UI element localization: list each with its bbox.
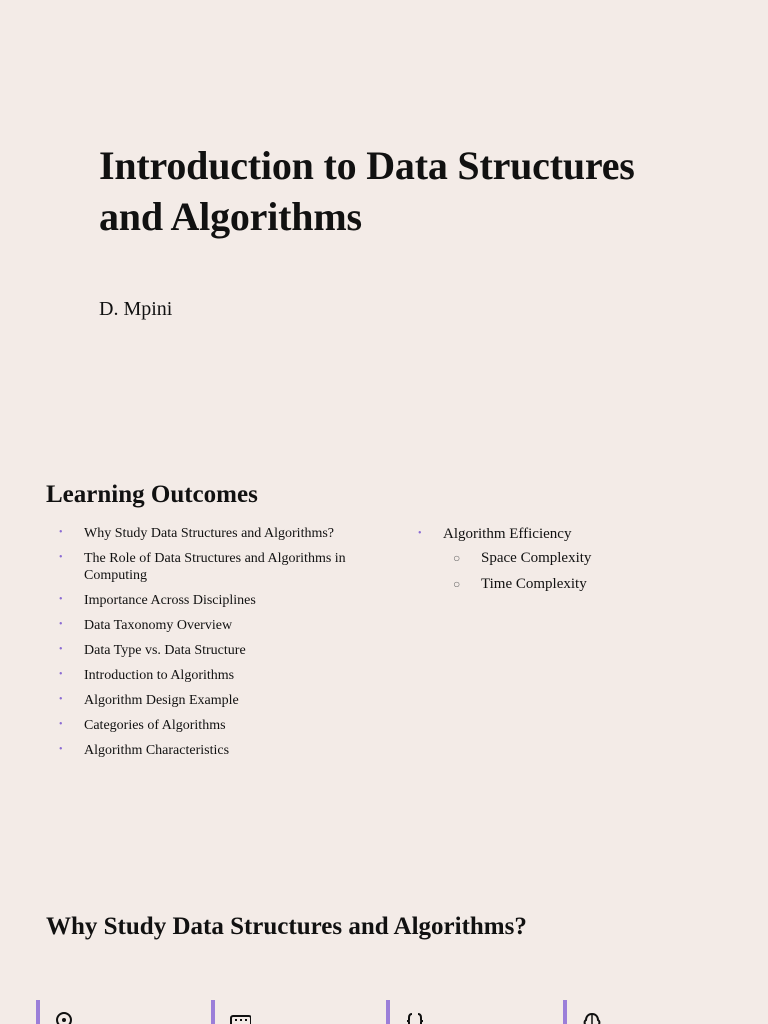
list-item-text: Categories of Algorithms <box>84 718 226 733</box>
list-item-text: The Role of Data Structures and Algorithms in Computing <box>84 551 346 583</box>
list-item <box>59 667 359 684</box>
bullet-icon: • <box>59 694 63 705</box>
list-item <box>59 742 359 759</box>
list-item-text: Data Taxonomy Overview <box>84 618 233 633</box>
list-item-text: Algorithm Efficiency <box>443 526 572 542</box>
why-study-heading: Why Study Data Structures and Algorithms? <box>46 913 527 940</box>
bullet-icon: • <box>59 594 63 605</box>
sub-list-item-text: Time Complexity <box>481 576 587 592</box>
list-item <box>59 525 359 542</box>
slide-title: Introduction to Data Structures and Algorithms <box>99 143 635 239</box>
braces-icon <box>404 1010 426 1024</box>
list-item <box>59 550 359 584</box>
list-item-text: Data Type vs. Data Structure <box>84 643 246 658</box>
title-slide <box>99 140 659 321</box>
search-icon <box>54 1010 76 1024</box>
bullet-icon: • <box>59 644 63 655</box>
list-item-text: Why Study Data Structures and Algorithms? <box>84 526 335 541</box>
list-item-text: Algorithm Design Example <box>84 693 239 708</box>
learning-outcomes-left-list <box>59 525 359 767</box>
sub-list-item-text: Space Complexity <box>481 550 592 566</box>
learning-outcomes-right-list <box>418 526 718 602</box>
bullet-icon: • <box>59 552 63 563</box>
bullet-icon: • <box>418 528 422 539</box>
bullet-icon: • <box>59 744 63 755</box>
card-braces <box>386 1000 540 1024</box>
list-item <box>59 692 359 709</box>
circle-bullet-icon: ○ <box>453 551 461 565</box>
sub-list-item <box>443 576 718 593</box>
brain-icon <box>581 1010 603 1024</box>
why-study-cards <box>36 1000 736 1024</box>
bullet-icon: • <box>59 669 63 680</box>
learning-outcomes-heading: Learning Outcomes <box>46 481 258 508</box>
list-item-text: Importance Across Disciplines <box>84 593 256 608</box>
list-item <box>59 617 359 634</box>
list-item <box>59 717 359 734</box>
list-item <box>418 526 718 593</box>
card-keyboard <box>211 1000 365 1024</box>
list-item-text: Introduction to Algorithms <box>84 668 235 683</box>
bullet-icon: • <box>59 527 63 538</box>
list-item <box>59 642 359 659</box>
keyboard-icon <box>229 1010 251 1024</box>
card-brain <box>563 1000 717 1024</box>
bullet-icon: • <box>59 719 63 730</box>
sub-list-item <box>443 550 718 567</box>
circle-bullet-icon: ○ <box>453 577 461 591</box>
slide-author: D. Mpini <box>99 298 173 320</box>
card-search <box>36 1000 190 1024</box>
list-item <box>59 592 359 609</box>
bullet-icon: • <box>59 619 63 630</box>
list-item-text: Algorithm Characteristics <box>84 743 230 758</box>
sub-list <box>443 550 718 593</box>
